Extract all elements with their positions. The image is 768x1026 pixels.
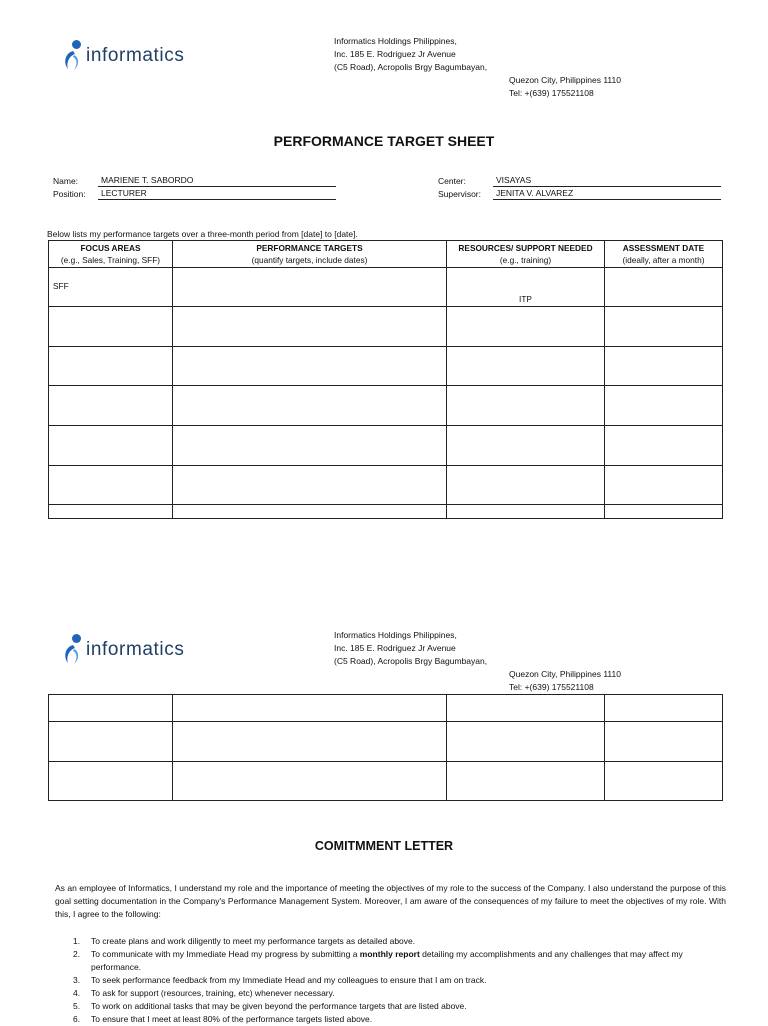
list-item: 4. To ask for support (resources, training, etc) whenever necessary. [73, 988, 335, 998]
list-item: 1. To create plans and work diligently to meet my performance targets as detailed above. [73, 936, 416, 946]
table-cell[interactable]: ITP [447, 268, 605, 307]
column-header: RESOURCES/ SUPPORT NEEDED (e.g., training) [447, 241, 605, 268]
center-label: Center: [438, 176, 466, 186]
table-cell[interactable] [173, 307, 447, 347]
sheet-title: PERFORMANCE TARGET SHEET [273, 133, 495, 149]
letter-paragraph: As an employee of Informatics, I understand my role and the importance of meeting the objectives of my role to the success of the Company. I also understand the purpose of this goal setting documentation in the Company's Performance Management System. Moreover, I am aware of the consequences of my failure to meet the objectives of my role. With this, I agree to the following: [55, 883, 726, 919]
address-line: Tel: +(639) 175521108 [509, 88, 594, 98]
table-cell[interactable] [49, 722, 173, 762]
table-cell[interactable] [173, 695, 447, 722]
table-row [49, 695, 723, 722]
address-line: Inc. 185 E. Rodriguez Jr Avenue [334, 49, 456, 59]
table-cell[interactable] [447, 762, 605, 801]
list-item: 2. To communicate with my Immediate Head my progress by submitting a monthly report detailing my accomplishments and any challenges that may affect my performance. [73, 949, 683, 972]
supervisor-label: Supervisor: [438, 189, 481, 199]
table-cell[interactable] [605, 762, 723, 801]
table-cell[interactable] [447, 466, 605, 505]
column-header: ASSESSMENT DATE (ideally, after a month) [605, 241, 723, 268]
table-row [49, 386, 723, 426]
center-field[interactable]: VISAYAS [493, 175, 721, 187]
table-cell[interactable] [605, 347, 723, 386]
table-cell[interactable] [173, 466, 447, 505]
company-address [334, 35, 654, 100]
address-line: (C5 Road), Acropolis Brgy Bagumbayan, [334, 656, 488, 666]
informatics-logo-icon [60, 634, 86, 666]
table-header-row [49, 241, 723, 268]
name-field[interactable]: MARIENE T. SABORDO [98, 175, 336, 187]
informatics-logo-icon [60, 40, 86, 72]
table-cell[interactable] [605, 386, 723, 426]
table-cell[interactable] [173, 386, 447, 426]
company-logo [60, 634, 184, 666]
address-line: Tel: +(639) 175521108 [509, 682, 594, 692]
logo-text: informatics [86, 639, 185, 660]
table-cell[interactable] [605, 426, 723, 466]
targets-table [48, 240, 723, 519]
list-item: 5. To work on additional tasks that may be given beyond the performance targets that are listed above. [73, 1001, 467, 1011]
company-logo [60, 40, 184, 72]
table-cell[interactable] [49, 695, 173, 722]
list-item: 3. To seek performance feedback from my Immediate Head and my colleagues to ensure that I am on track. [73, 975, 487, 985]
table-cell[interactable] [49, 762, 173, 801]
targets-table-continued [48, 694, 723, 801]
intro-text: Below lists my performance targets over a three-month period from [date] to [date]. [47, 229, 358, 239]
table-cell[interactable] [605, 307, 723, 347]
table-cell[interactable] [173, 762, 447, 801]
table-cell[interactable] [605, 695, 723, 722]
table-cell[interactable] [49, 347, 173, 386]
table-cell[interactable] [49, 505, 173, 519]
table-cell[interactable] [447, 695, 605, 722]
address-line: (C5 Road), Acropolis Brgy Bagumbayan, [334, 62, 488, 72]
position-field[interactable]: LECTURER [98, 188, 336, 200]
name-label: Name: [53, 176, 79, 186]
table-cell[interactable] [49, 426, 173, 466]
table-cell[interactable] [49, 307, 173, 347]
letter-title: COMITMMENT LETTER [314, 839, 454, 853]
table-row [49, 762, 723, 801]
table-row [49, 307, 723, 347]
column-header: PERFORMANCE TARGETS (quantify targets, include dates) [173, 241, 447, 268]
table-cell[interactable] [447, 426, 605, 466]
address-line: Quezon City, Philippines 1110 [509, 75, 621, 85]
table-cell[interactable] [447, 386, 605, 426]
table-cell[interactable] [173, 505, 447, 519]
table-row [49, 268, 723, 307]
logo-text: informatics [86, 45, 185, 66]
address-line: Inc. 185 E. Rodriguez Jr Avenue [334, 643, 456, 653]
table-cell[interactable]: SFF [49, 268, 173, 307]
table-cell[interactable] [605, 466, 723, 505]
position-label: Position: [53, 189, 86, 199]
table-cell[interactable] [605, 268, 723, 307]
address-line: Informatics Holdings Philippines, [334, 36, 457, 46]
column-header: FOCUS AREAS (e.g., Sales, Training, SFF) [49, 241, 173, 268]
table-row [49, 722, 723, 762]
list-item: 6. To ensure that I meet at least 80% of the performance targets listed above. [73, 1014, 373, 1024]
table-cell[interactable] [605, 722, 723, 762]
table-cell[interactable] [605, 505, 723, 519]
table-cell[interactable] [49, 466, 173, 505]
company-address [334, 629, 654, 694]
table-cell[interactable] [173, 722, 447, 762]
table-cell[interactable] [447, 722, 605, 762]
table-row [49, 347, 723, 386]
table-cell[interactable] [447, 505, 605, 519]
table-row [49, 426, 723, 466]
address-line: Quezon City, Philippines 1110 [509, 669, 621, 679]
table-row [49, 505, 723, 519]
table-cell[interactable] [173, 426, 447, 466]
table-cell[interactable] [173, 347, 447, 386]
table-cell[interactable] [49, 386, 173, 426]
address-line: Informatics Holdings Philippines, [334, 630, 457, 640]
commitment-list [55, 935, 726, 1026]
table-row [49, 466, 723, 505]
table-cell[interactable] [447, 307, 605, 347]
table-cell[interactable] [447, 347, 605, 386]
supervisor-field[interactable]: JENITA V. ALVAREZ [493, 188, 721, 200]
table-cell[interactable] [173, 268, 447, 307]
